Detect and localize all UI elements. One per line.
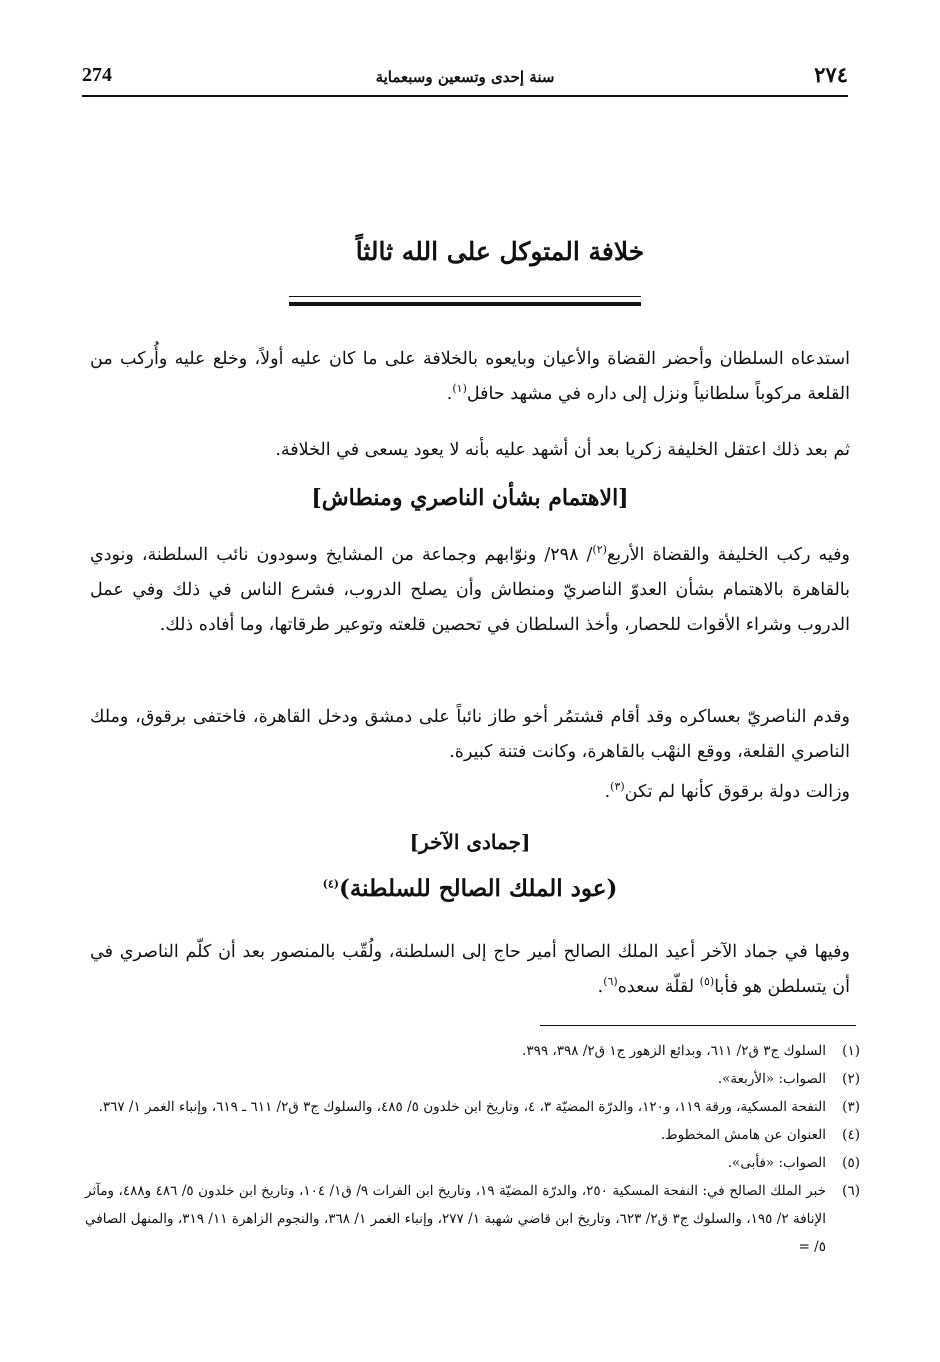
title-double-rule — [289, 296, 641, 306]
section-heading-jumada: [جمادى الآخر] — [409, 830, 531, 854]
footnote-text: الصواب: «فأبى». — [727, 1155, 826, 1171]
chapter-title: خلافة المتوكل على الله ثالثاً — [355, 237, 645, 266]
footnote — [85, 1149, 860, 1177]
section-heading-concern: [الاهتمام بشأن الناصري ومنطاش] — [311, 485, 629, 511]
paragraph-3 — [90, 538, 850, 643]
paragraph-5-end: . — [604, 782, 611, 802]
footnote-ref-5: (٥) — [699, 975, 715, 989]
footnote-number: (٢) — [842, 1071, 860, 1087]
footnote — [85, 1093, 860, 1121]
section-heading-return-text: (عود الملك الصالح للسلطنة) — [338, 875, 618, 902]
footnote-ref-6: (٦) — [603, 975, 618, 989]
footnote-ref-2: (٢) — [592, 543, 607, 557]
footnote-text: النفحة المسكية، ورقة ١١٩، و١٢٠، والدرّة المضيّة ٣، ٤، وتاريخ ابن خلدون ٥/ ٤٨٥، والسلوك ج٣ ق٢/ ٦١١ ـ ٦١٩، وإنباء الغمر ١/ ٣٦٧. — [98, 1099, 826, 1115]
running-title: سنة إحدى وتسعين وسبعماية — [375, 68, 555, 86]
footnote — [85, 1177, 860, 1261]
paragraph-6-mid: لقلّة سعده — [617, 977, 700, 997]
footnote-number: (٦) — [842, 1183, 860, 1199]
footnote-number: (٣) — [842, 1099, 860, 1115]
footnote — [85, 1121, 860, 1149]
section-heading-return — [90, 875, 850, 902]
footnote-text: العنوان عن هامش المخطوط. — [660, 1127, 826, 1143]
page-number-latin: 274 — [82, 64, 112, 86]
paragraph-6-end: . — [597, 977, 604, 997]
footnote-text: خبر الملك الصالح في: النفحة المسكية ٢٥٠، والدرّة المضيّة ١٩، وتاريخ ابن الفرات ٩/ ق١/ ١٠٤، وتاريخ ابن خلدون ٥/ ٤٨٦ و٤٨٨، ومآثر الإنافة ٢/ ١٩٥، والسلوك ج٣ ق٢/ ٦٢٣، وتاريخ ابن قاضي شهبة ١/ ٢٧٧، وإنباء الغمر ١/ ٣٦٨، والنجوم الزاهرة ١١/ ٣١٩، والمنهل الصافي ٥/ = — [85, 1183, 827, 1255]
footnote-ref-3: (٣) — [610, 780, 625, 794]
header-rule — [82, 95, 848, 97]
footnotes — [85, 1037, 860, 1261]
footnote-number: (١) — [842, 1043, 860, 1059]
paragraph-2: ثم بعد ذلك اعتقل الخليفة زكريا بعد أن أشهد عليه بأنه لا يعود يسعى في الخلافة. — [275, 440, 850, 460]
paragraph-1 — [90, 342, 850, 412]
paragraph-6 — [90, 935, 850, 1005]
footnote — [85, 1065, 860, 1093]
footnote-ref-1: (١) — [452, 382, 467, 396]
footnote-ref-4: (٤) — [322, 877, 339, 891]
footnote — [85, 1037, 860, 1065]
paragraph-5-text: وزالت دولة برقوق كأنها لم تكن — [624, 782, 850, 802]
paragraph-3-rest: / ٢٩٨/ ونوّابهم وجماعة من المشايخ وسودون نائب السلطنة، ونودي بالقاهرة بالاهتمام بشأن العدوّ الناصريّ ومنطاش وأن يصلح الدروب، فشرع الناس في ذلك وفي عمل الدروب وشراء الأقوات للحصار، وأخذ السلطان في تحصين قلعته وتوعير طرقاتها، وما أفاده ذلك. — [90, 545, 850, 635]
paragraph-6-start: وفيها في جماد الآخر أعيد الملك الصالح أمير حاج إلى السلطنة، ولُقّب بالمنصور بعد أن كلّم الناصري في أن يتسلطن هو فأبا — [90, 942, 850, 997]
footnote-number: (٥) — [842, 1155, 860, 1171]
paragraph-1-text: استدعاه السلطان وأحضر القضاة والأعيان وبايعوه بالخلافة على ما كان عليه أولاً، وخلع عليه وأُركب من القلعة مركوباً سلطانياً ونزل إلى داره في مشهد حافل — [90, 349, 850, 404]
running-header — [82, 62, 848, 94]
footnote-separator — [540, 1025, 856, 1026]
footnote-text: الصواب: «الأربعة». — [717, 1071, 826, 1087]
footnote-number: (٤) — [842, 1127, 860, 1143]
footnote-text: السلوك ج٣ ق٢/ ٦١١، وبدائع الزهور ج١ ق٢/ ٣٩٨، ٣٩٩. — [522, 1043, 826, 1059]
paragraph-4: وقدم الناصريّ بعساكره وقد أقام قشتمُر أخو طاز نائباً على دمشق ودخل القاهرة، فاختفى برقوق، وملك الناصري القلعة، ووقع النهْب بالقاهرة، وكانت فتنة كبيرة. — [90, 707, 850, 762]
paragraph-1-end: . — [446, 384, 453, 404]
paragraph-3-start: وفيه ركب الخليفة والقضاة الأربع — [606, 545, 850, 565]
paragraph-5 — [90, 775, 850, 810]
page-number-arabic: ٢٧٤ — [814, 62, 848, 87]
